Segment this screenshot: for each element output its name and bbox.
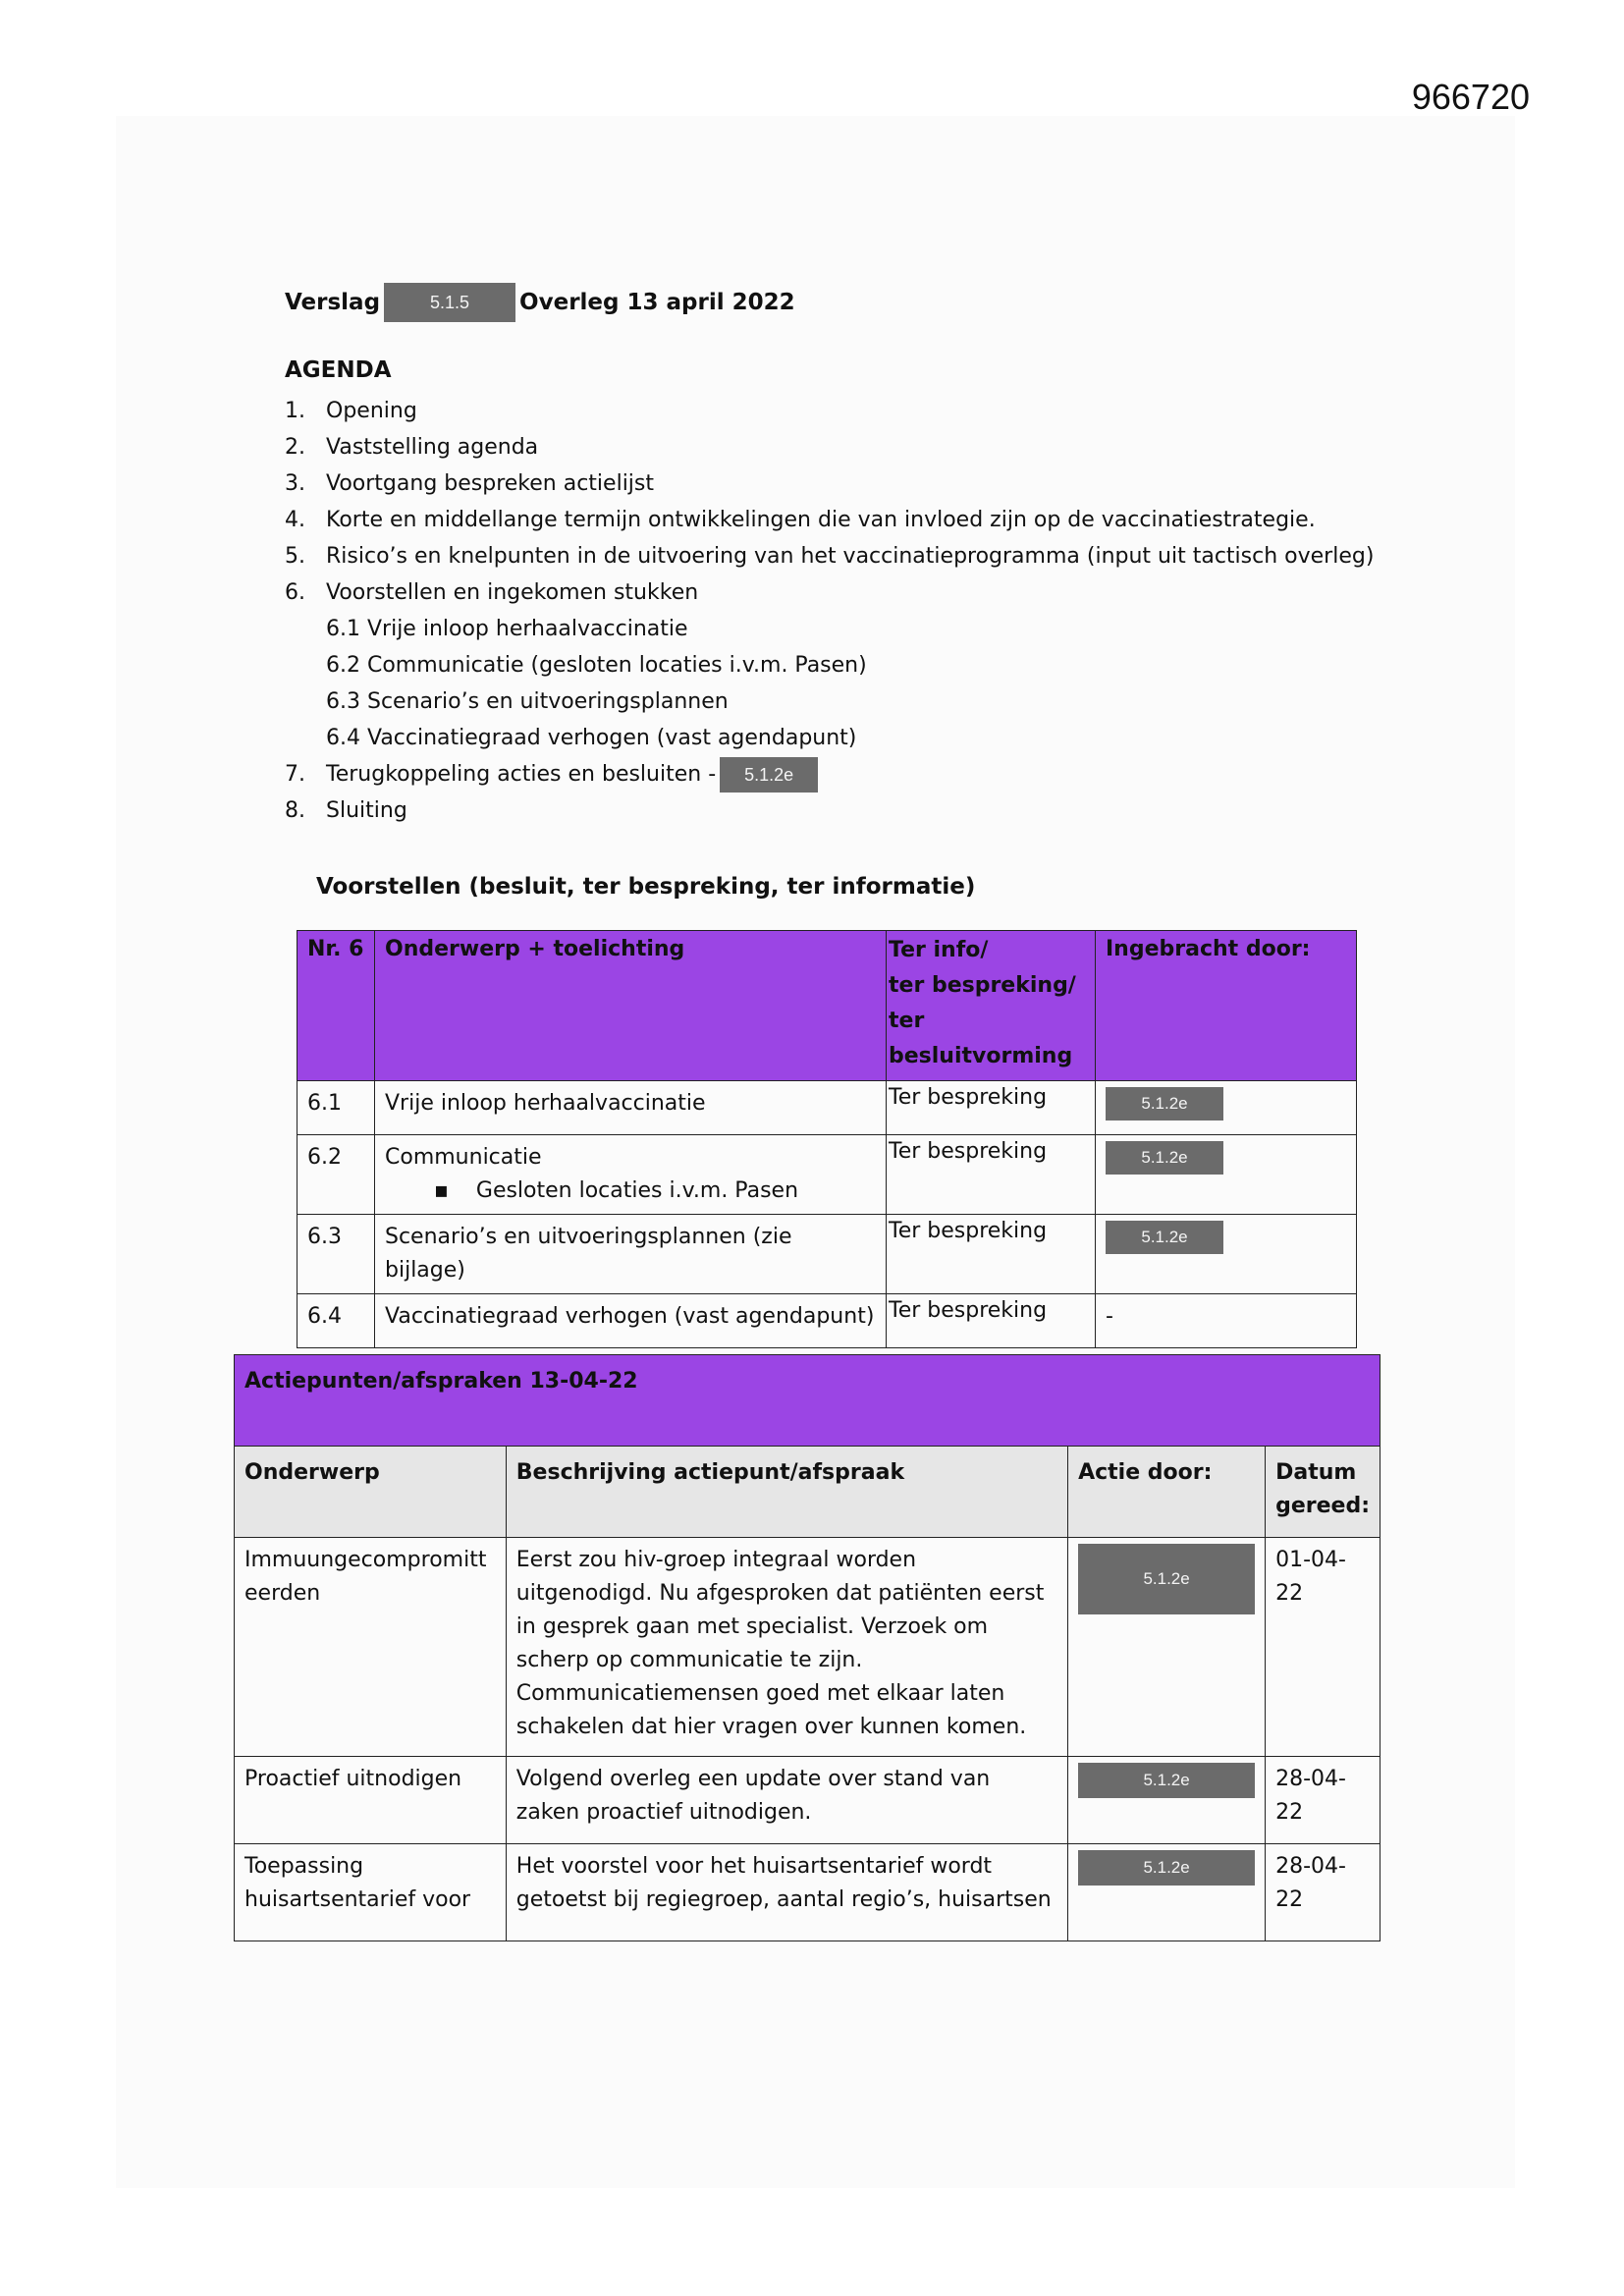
table-row: Immuungecompromitt eerden Eerst zou hiv-groep integraal worden uitgenodigd. Nu afgesproken dat patiënten eerst in gesprek gaan met specialist. Verzoek om scherp op communicatie te zijn. Communicatiemensen goed met elkaar laten schakelen dat hier vragen over kunnen komen. 5.1.2e 01-04-22 xyxy=(235,1538,1380,1757)
agenda-item: 6. Voorstellen en ingekomen stukken xyxy=(285,580,699,605)
agenda-subitem: 6.3 Scenario’s en uitvoeringsplannen xyxy=(326,689,729,714)
agenda-list xyxy=(285,393,1374,829)
table-row: Toepassing huisartsentarief voor Het voorstel voor het huisartsentarief wordt getoetst bij regiegroep, aantal regio’s, huisartsen 5.1.2e 28-04-22 xyxy=(235,1844,1380,1941)
actiepunten-table xyxy=(234,1354,1380,1941)
agenda-item: 1. Opening xyxy=(285,399,417,423)
agenda-heading: AGENDA xyxy=(285,357,392,383)
redaction-box: 5.1.2e xyxy=(1078,1763,1255,1798)
redaction-box: 5.1.2e xyxy=(720,757,818,793)
table-row: 6.3 Scenario’s en uitvoeringsplannen (zie bijlage) Ter bespreking 5.1.2e xyxy=(298,1215,1357,1294)
redaction-box: 5.1.2e xyxy=(1078,1850,1255,1886)
agenda-subitem: 6.2 Communicatie (gesloten locaties i.v.m. Pasen) xyxy=(326,653,867,678)
voorstellen-heading: Voorstellen (besluit, ter bespreking, ter informatie) xyxy=(316,874,976,900)
table-banner: Actiepunten/afspraken 13-04-22 xyxy=(235,1355,1380,1447)
table-row: 6.1 Vrije inloop herhaalvaccinatie Ter bespreking 5.1.2e xyxy=(298,1081,1357,1135)
title-suffix: Overleg 13 april 2022 xyxy=(519,290,795,315)
table-row: 6.4 Vaccinatiegraad verhogen (vast agendapunt) Ter bespreking - xyxy=(298,1294,1357,1348)
table-row: 6.2 Communicatie ▪ Gesloten locaties i.v.m. Pasen Ter bespreking 5.1.2e xyxy=(298,1135,1357,1215)
redaction-box: 5.1.2e xyxy=(1106,1141,1223,1175)
table-row: Proactief uitnodigen Volgend overleg een update over stand van zaken proactief uitnodigen. 5.1.2e 28-04-22 xyxy=(235,1757,1380,1844)
table-header-row: Onderwerp Beschrijving actiepunt/afspraak Actie door: Datum gereed: xyxy=(235,1447,1380,1538)
agenda-item: 8. Sluiting xyxy=(285,798,407,823)
voorstellen-table xyxy=(297,930,1357,1348)
redaction-box: 5.1.2e xyxy=(1078,1544,1255,1614)
redaction-box: 5.1.2e xyxy=(1106,1087,1223,1121)
table-header-row xyxy=(298,931,1357,1081)
agenda-subitem: 6.1 Vrije inloop herhaalvaccinatie xyxy=(326,617,688,641)
document-id: 966720 xyxy=(1411,77,1530,117)
report-title xyxy=(285,283,795,322)
redaction-box: 5.1.5 xyxy=(384,283,515,322)
agenda-item: 7. Terugkoppeling acties en besluiten - 5.1.2e xyxy=(285,756,1374,793)
agenda-item: 3. Voortgang bespreken actielijst xyxy=(285,471,655,496)
agenda-item: 5. Risico’s en knelpunten in de uitvoering van het vaccinatieprogramma (input uit tactisch overleg) xyxy=(285,544,1375,569)
header-onderwerp: Onderwerp + toelichting xyxy=(375,931,887,1081)
header-nr: Nr. 6 xyxy=(298,931,375,1081)
agenda-item: 4. Korte en middellange termijn ontwikkelingen die van invloed zijn op de vaccinatiestrategie. xyxy=(285,508,1316,532)
agenda-item: 2. Vaststelling agenda xyxy=(285,435,539,460)
title-prefix: Verslag xyxy=(285,290,381,315)
redaction-box: 5.1.2e xyxy=(1106,1221,1223,1254)
header-ter: Ter info/ ter bespreking/ ter besluitvorming xyxy=(887,931,1096,1081)
header-door: Ingebracht door: xyxy=(1096,931,1357,1081)
agenda-subitem: 6.4 Vaccinatiegraad verhogen (vast agendapunt) xyxy=(326,726,857,750)
